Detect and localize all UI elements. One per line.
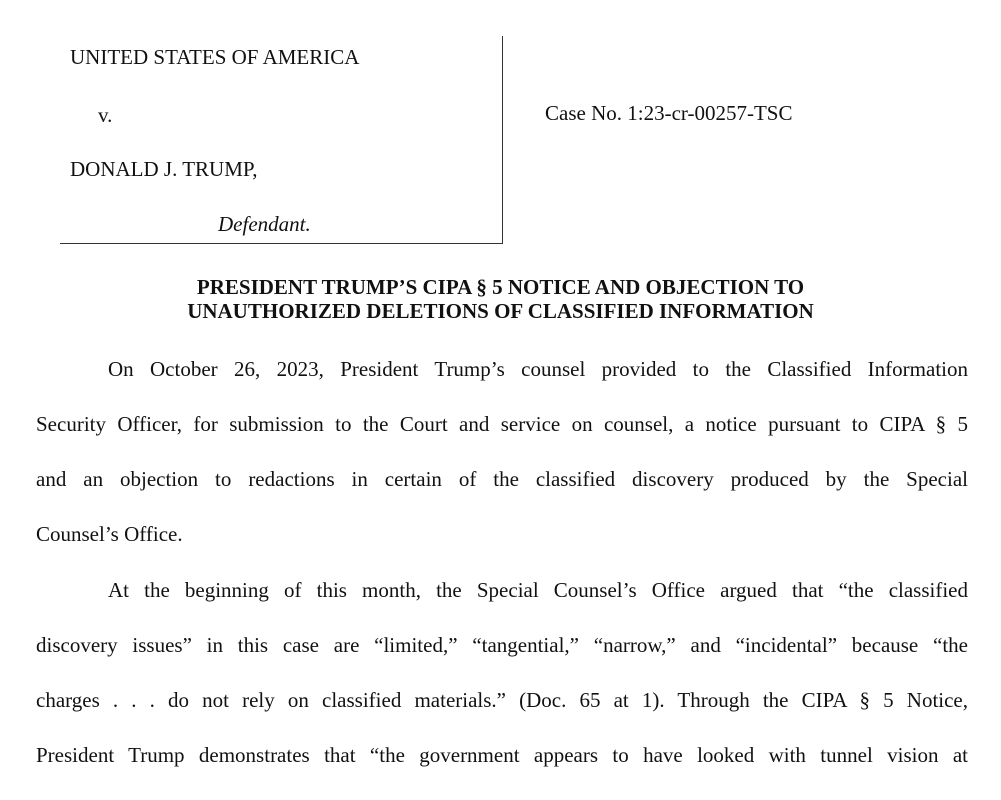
document-title-line-1: PRESIDENT TRUMP’S CIPA § 5 NOTICE AND OBJECTION TO — [196, 275, 805, 299]
document-title-line-2: UNAUTHORIZED DELETIONS OF CLASSIFIED INFORMATION — [187, 299, 814, 323]
paragraph-2-line-3: charges . . . do not rely on classified materials.” (Doc. 65 at 1). Through the CIPA § 5 Notice, — [36, 688, 968, 712]
paragraph-2-line-2: discovery issues” in this case are “limited,” “tangential,” “narrow,” and “incidental” because “the — [36, 633, 968, 657]
paragraph-1-line-1: On October 26, 2023, President Trump’s counsel provided to the Classified Information — [108, 357, 968, 381]
paragraph-2-line-1: At the beginning of this month, the Special Counsel’s Office argued that “the classified — [108, 578, 968, 602]
defendant-name: DONALD J. TRUMP, — [70, 157, 258, 181]
paragraph-2-line-4: President Trump demonstrates that “the government appears to have looked with tunnel vision at — [36, 743, 968, 767]
paragraph-1-line-3: and an objection to redactions in certain of the classified discovery produced by the Special — [36, 467, 968, 491]
paragraph-1-line-4: Counsel’s Office. — [36, 522, 183, 546]
defendant-role: Defendant. — [218, 212, 311, 236]
cropped-court-heading — [295, 0, 301, 11]
plaintiff-name: UNITED STATES OF AMERICA — [70, 45, 360, 69]
document-title — [0, 275, 1001, 323]
versus-label: v. — [98, 103, 113, 127]
paragraph-1-line-2: Security Officer, for submission to the Court and service on counsel, a notice pursuant to CIPA § 5 — [36, 412, 968, 436]
case-number: Case No. 1:23-cr-00257-TSC — [545, 101, 793, 125]
